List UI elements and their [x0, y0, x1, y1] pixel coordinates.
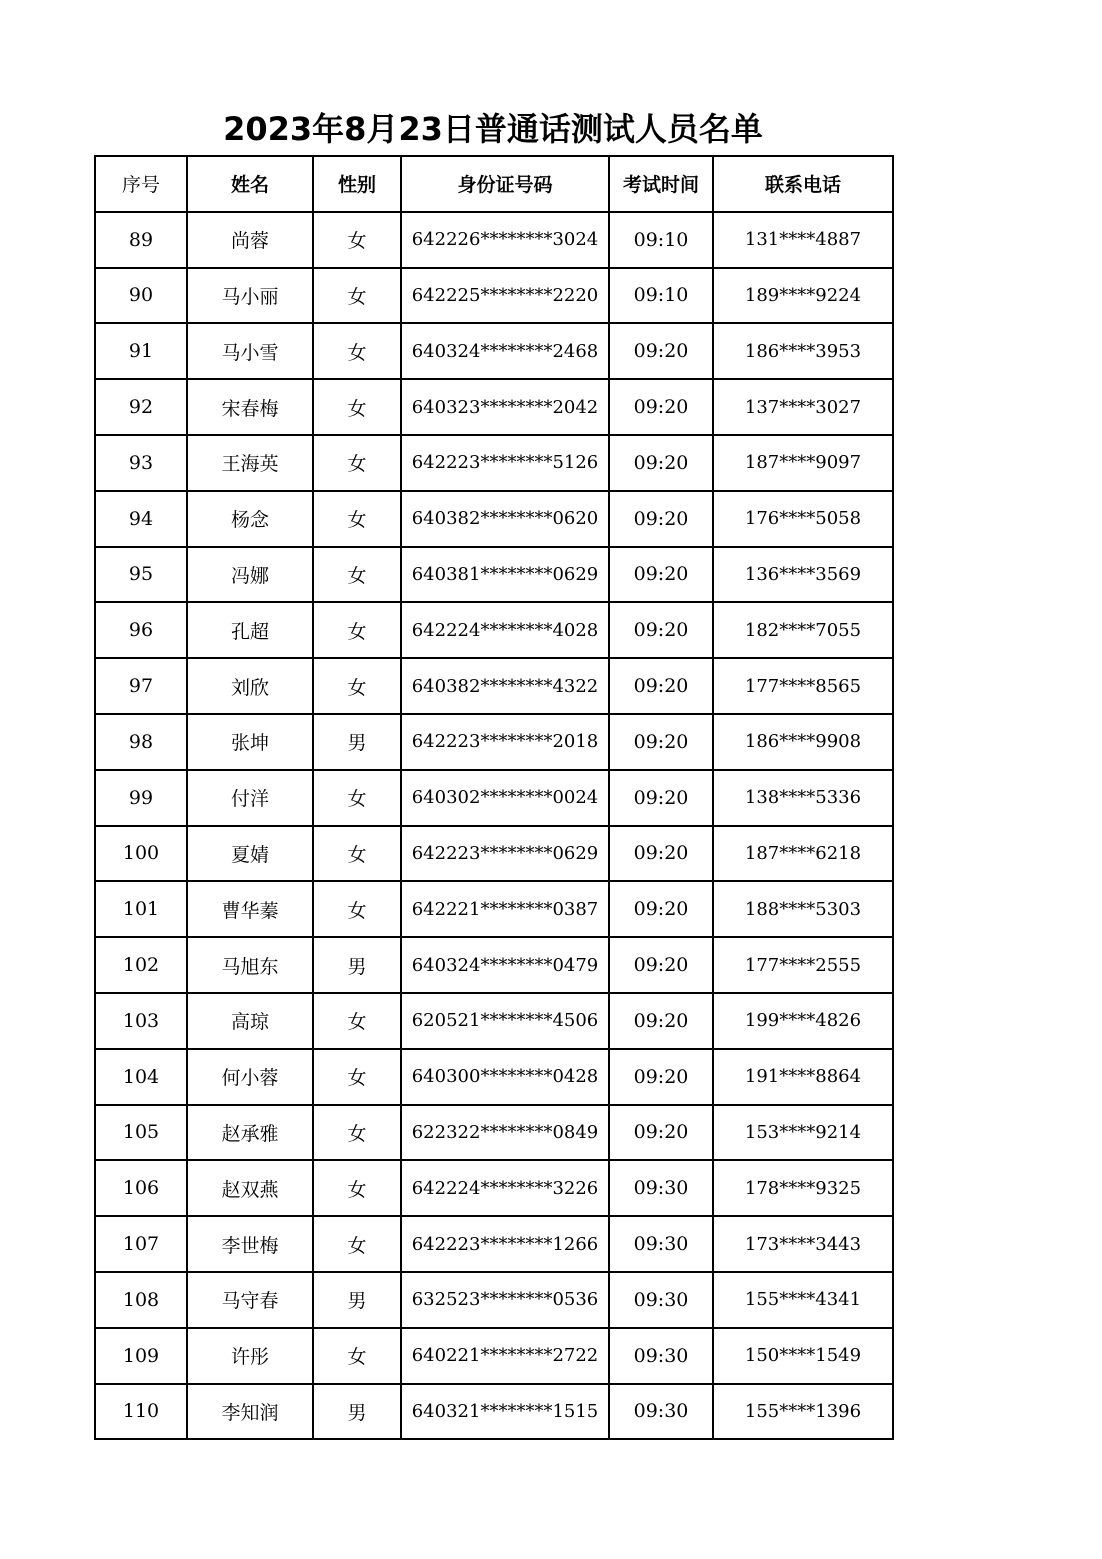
cell-id-number: 632523********0536 [401, 1272, 609, 1328]
cell-exam-time: 09:20 [609, 602, 713, 658]
cell-exam-time: 09:20 [609, 658, 713, 714]
cell-exam-time: 09:30 [609, 1384, 713, 1440]
cell-id-number: 640382********0620 [401, 491, 609, 547]
cell-phone: 138****5336 [713, 770, 893, 826]
cell-seq: 108 [95, 1272, 187, 1328]
cell-phone: 186****3953 [713, 323, 893, 379]
cell-gender: 女 [313, 547, 401, 603]
cell-seq: 96 [95, 602, 187, 658]
table-row [95, 714, 893, 770]
cell-name: 赵承雅 [187, 1105, 313, 1161]
cell-gender: 男 [313, 1384, 401, 1440]
cell-id-number: 640323********2042 [401, 379, 609, 435]
cell-phone: 153****9214 [713, 1105, 893, 1161]
roster-body [95, 212, 893, 1440]
cell-name: 马小雪 [187, 323, 313, 379]
cell-phone: 176****5058 [713, 491, 893, 547]
cell-gender: 女 [313, 826, 401, 882]
cell-seq: 110 [95, 1384, 187, 1440]
table-row [95, 1105, 893, 1161]
cell-phone: 131****4887 [713, 212, 893, 268]
cell-name: 付洋 [187, 770, 313, 826]
cell-name: 孔超 [187, 602, 313, 658]
page-title: 2023年8月23日普通话测试人员名单 [223, 110, 763, 148]
cell-exam-time: 09:20 [609, 1105, 713, 1161]
cell-gender: 男 [313, 937, 401, 993]
header-time: 考试时间 [609, 156, 713, 212]
cell-id-number: 642226********3024 [401, 212, 609, 268]
cell-name: 马小丽 [187, 268, 313, 324]
cell-exam-time: 09:30 [609, 1216, 713, 1272]
table-row [95, 826, 893, 882]
cell-gender: 女 [313, 323, 401, 379]
cell-name: 张坤 [187, 714, 313, 770]
cell-name: 李知润 [187, 1384, 313, 1440]
cell-id-number: 642225********2220 [401, 268, 609, 324]
cell-phone: 188****5303 [713, 881, 893, 937]
cell-exam-time: 09:20 [609, 770, 713, 826]
cell-id-number: 640382********4322 [401, 658, 609, 714]
table-row [95, 1328, 893, 1384]
cell-gender: 女 [313, 435, 401, 491]
cell-id-number: 640300********0428 [401, 1049, 609, 1105]
header-gender: 性别 [313, 156, 401, 212]
cell-exam-time: 09:20 [609, 993, 713, 1049]
table-row [95, 658, 893, 714]
cell-exam-time: 09:20 [609, 491, 713, 547]
header-id: 身份证号码 [401, 156, 609, 212]
cell-name: 杨念 [187, 491, 313, 547]
cell-gender: 男 [313, 714, 401, 770]
cell-name: 赵双燕 [187, 1160, 313, 1216]
cell-gender: 女 [313, 770, 401, 826]
table-row [95, 212, 893, 268]
cell-name: 夏婧 [187, 826, 313, 882]
cell-exam-time: 09:10 [609, 268, 713, 324]
cell-phone: 137****3027 [713, 379, 893, 435]
cell-id-number: 642223********0629 [401, 826, 609, 882]
cell-seq: 91 [95, 323, 187, 379]
cell-name: 宋春梅 [187, 379, 313, 435]
table-row [95, 268, 893, 324]
cell-gender: 女 [313, 268, 401, 324]
cell-seq: 102 [95, 937, 187, 993]
cell-id-number: 642223********1266 [401, 1216, 609, 1272]
cell-exam-time: 09:10 [609, 212, 713, 268]
cell-id-number: 620521********4506 [401, 993, 609, 1049]
cell-phone: 155****1396 [713, 1384, 893, 1440]
cell-exam-time: 09:30 [609, 1328, 713, 1384]
table-row [95, 491, 893, 547]
cell-id-number: 622322********0849 [401, 1105, 609, 1161]
cell-phone: 155****4341 [713, 1272, 893, 1328]
cell-gender: 男 [313, 1272, 401, 1328]
cell-gender: 女 [313, 1216, 401, 1272]
cell-exam-time: 09:20 [609, 937, 713, 993]
cell-name: 高琼 [187, 993, 313, 1049]
cell-id-number: 642223********2018 [401, 714, 609, 770]
cell-id-number: 640221********2722 [401, 1328, 609, 1384]
table-row [95, 937, 893, 993]
cell-seq: 93 [95, 435, 187, 491]
cell-name: 马守春 [187, 1272, 313, 1328]
cell-exam-time: 09:20 [609, 881, 713, 937]
table-row [95, 547, 893, 603]
cell-exam-time: 09:30 [609, 1272, 713, 1328]
cell-seq: 95 [95, 547, 187, 603]
cell-phone: 173****3443 [713, 1216, 893, 1272]
header-row [95, 156, 893, 212]
table-row [95, 770, 893, 826]
cell-phone: 186****9908 [713, 714, 893, 770]
cell-seq: 106 [95, 1160, 187, 1216]
table-row [95, 881, 893, 937]
cell-seq: 92 [95, 379, 187, 435]
table-row [95, 1272, 893, 1328]
cell-exam-time: 09:20 [609, 714, 713, 770]
cell-gender: 女 [313, 379, 401, 435]
cell-seq: 105 [95, 1105, 187, 1161]
header-phone: 联系电话 [713, 156, 893, 212]
cell-exam-time: 09:20 [609, 547, 713, 603]
table-row [95, 1049, 893, 1105]
table-row [95, 993, 893, 1049]
cell-phone: 187****9097 [713, 435, 893, 491]
cell-gender: 女 [313, 658, 401, 714]
cell-seq: 103 [95, 993, 187, 1049]
cell-gender: 女 [313, 491, 401, 547]
cell-name: 何小蓉 [187, 1049, 313, 1105]
cell-id-number: 642221********0387 [401, 881, 609, 937]
cell-gender: 女 [313, 993, 401, 1049]
cell-phone: 177****8565 [713, 658, 893, 714]
cell-name: 马旭东 [187, 937, 313, 993]
cell-exam-time: 09:20 [609, 323, 713, 379]
cell-phone: 136****3569 [713, 547, 893, 603]
cell-seq: 99 [95, 770, 187, 826]
cell-seq: 98 [95, 714, 187, 770]
cell-name: 尚蓉 [187, 212, 313, 268]
cell-id-number: 640324********0479 [401, 937, 609, 993]
cell-phone: 199****4826 [713, 993, 893, 1049]
cell-seq: 97 [95, 658, 187, 714]
cell-id-number: 642224********3226 [401, 1160, 609, 1216]
cell-seq: 90 [95, 268, 187, 324]
cell-phone: 191****8864 [713, 1049, 893, 1105]
cell-id-number: 640324********2468 [401, 323, 609, 379]
cell-phone: 150****1549 [713, 1328, 893, 1384]
cell-name: 冯娜 [187, 547, 313, 603]
roster-table [94, 155, 894, 1440]
cell-id-number: 640321********1515 [401, 1384, 609, 1440]
cell-name: 王海英 [187, 435, 313, 491]
cell-gender: 女 [313, 1328, 401, 1384]
cell-gender: 女 [313, 1105, 401, 1161]
cell-phone: 189****9224 [713, 268, 893, 324]
cell-exam-time: 09:30 [609, 1160, 713, 1216]
cell-gender: 女 [313, 1049, 401, 1105]
cell-gender: 女 [313, 1160, 401, 1216]
cell-name: 李世梅 [187, 1216, 313, 1272]
cell-name: 许彤 [187, 1328, 313, 1384]
cell-gender: 女 [313, 602, 401, 658]
cell-seq: 100 [95, 826, 187, 882]
table-row [95, 1384, 893, 1440]
cell-seq: 104 [95, 1049, 187, 1105]
cell-exam-time: 09:20 [609, 826, 713, 882]
cell-seq: 109 [95, 1328, 187, 1384]
cell-exam-time: 09:20 [609, 435, 713, 491]
header-name: 姓名 [187, 156, 313, 212]
cell-exam-time: 09:20 [609, 379, 713, 435]
table-row [95, 435, 893, 491]
cell-phone: 177****2555 [713, 937, 893, 993]
cell-id-number: 642223********5126 [401, 435, 609, 491]
cell-id-number: 642224********4028 [401, 602, 609, 658]
table-row [95, 602, 893, 658]
cell-gender: 女 [313, 212, 401, 268]
table-row [95, 1160, 893, 1216]
table-row [95, 379, 893, 435]
cell-name: 刘欣 [187, 658, 313, 714]
header-seq: 序号 [95, 156, 187, 212]
cell-id-number: 640381********0629 [401, 547, 609, 603]
cell-exam-time: 09:20 [609, 1049, 713, 1105]
cell-phone: 187****6218 [713, 826, 893, 882]
cell-name: 曹华蓁 [187, 881, 313, 937]
cell-gender: 女 [313, 881, 401, 937]
cell-seq: 94 [95, 491, 187, 547]
cell-seq: 101 [95, 881, 187, 937]
cell-phone: 182****7055 [713, 602, 893, 658]
table-row [95, 323, 893, 379]
cell-id-number: 640302********0024 [401, 770, 609, 826]
cell-phone: 178****9325 [713, 1160, 893, 1216]
cell-seq: 107 [95, 1216, 187, 1272]
cell-seq: 89 [95, 212, 187, 268]
table-row [95, 1216, 893, 1272]
